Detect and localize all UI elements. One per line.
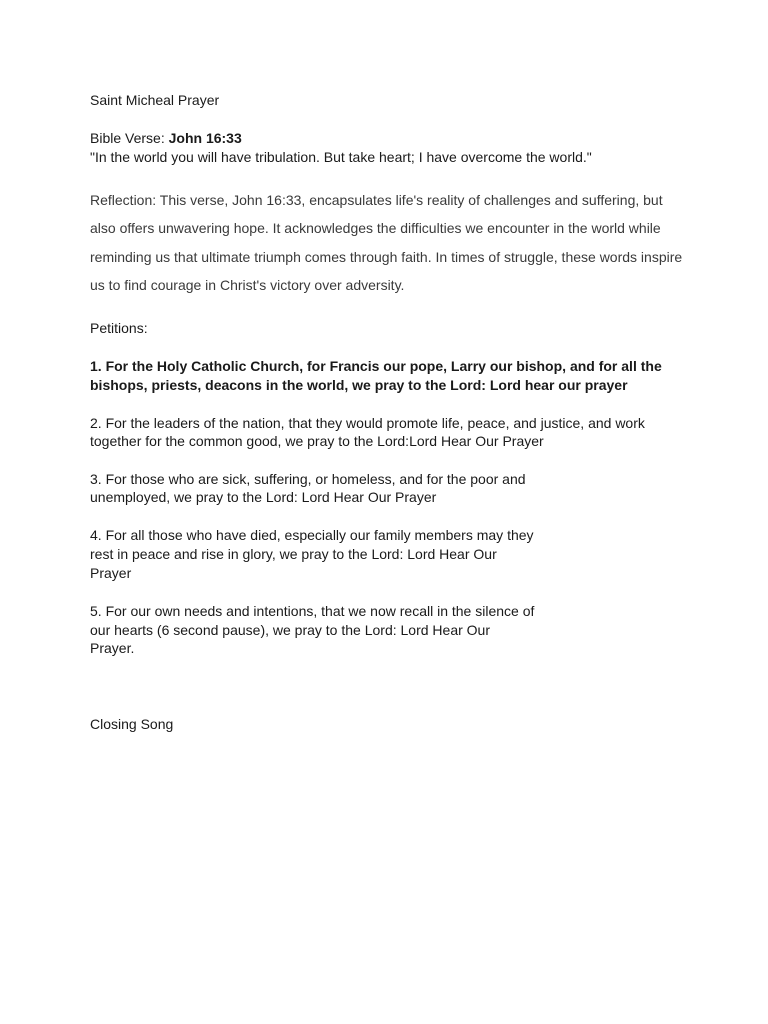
- petition-1-line: 1. For the Holy Catholic Church, for Francis our pope, Larry our bishop, and for all the: [90, 358, 662, 374]
- closing-song: Closing Song: [90, 716, 174, 732]
- reflection-line: also offers unwavering hope. It acknowledges the difficulties we encounter in the world while: [90, 220, 661, 236]
- document-title: Saint Micheal Prayer: [90, 92, 220, 108]
- petition-3-line: 3. For those who are sick, suffering, or homeless, and for the poor and: [90, 471, 526, 487]
- petition-3-line: unemployed, we pray to the Lord: Lord Hear Our Prayer: [90, 489, 437, 505]
- petition-1-line: bishops, priests, deacons in the world, we pray to the Lord: Lord hear our prayer: [90, 377, 628, 393]
- bible-verse-reference: John 16:33: [168, 130, 242, 146]
- petition-4-line: Prayer: [90, 565, 132, 581]
- petition-2-line: 2. For the leaders of the nation, that they would promote life, peace, and justice, and work: [90, 415, 645, 431]
- petition-5-line: Prayer.: [90, 640, 135, 656]
- petition-4-line: 4. For all those who have died, especially our family members may they: [90, 527, 534, 543]
- petitions-heading: Petitions:: [90, 320, 148, 336]
- petition-5-line: 5. For our own needs and intentions, that we now recall in the silence of: [90, 603, 535, 619]
- reflection-line: reminding us that ultimate triumph comes through faith. In times of struggle, these words inspire: [90, 249, 683, 265]
- bible-verse-quote: "In the world you will have tribulation. But take heart; I have overcome the world.": [90, 149, 592, 165]
- reflection-line: us to find courage in Christ's victory over adversity.: [90, 277, 405, 293]
- petition-2-line: together for the common good, we pray to the Lord:Lord Hear Our Prayer: [90, 433, 544, 449]
- petition-4-line: rest in peace and rise in glory, we pray to the Lord: Lord Hear Our: [90, 546, 497, 562]
- reflection-line: Reflection: This verse, John 16:33, encapsulates life's reality of challenges and suffering, but: [90, 192, 663, 208]
- bible-verse-label: Bible Verse:: [90, 130, 169, 146]
- petition-5-line: our hearts (6 second pause), we pray to the Lord: Lord Hear Our: [90, 622, 490, 638]
- bible-verse-line: [90, 129, 242, 148]
